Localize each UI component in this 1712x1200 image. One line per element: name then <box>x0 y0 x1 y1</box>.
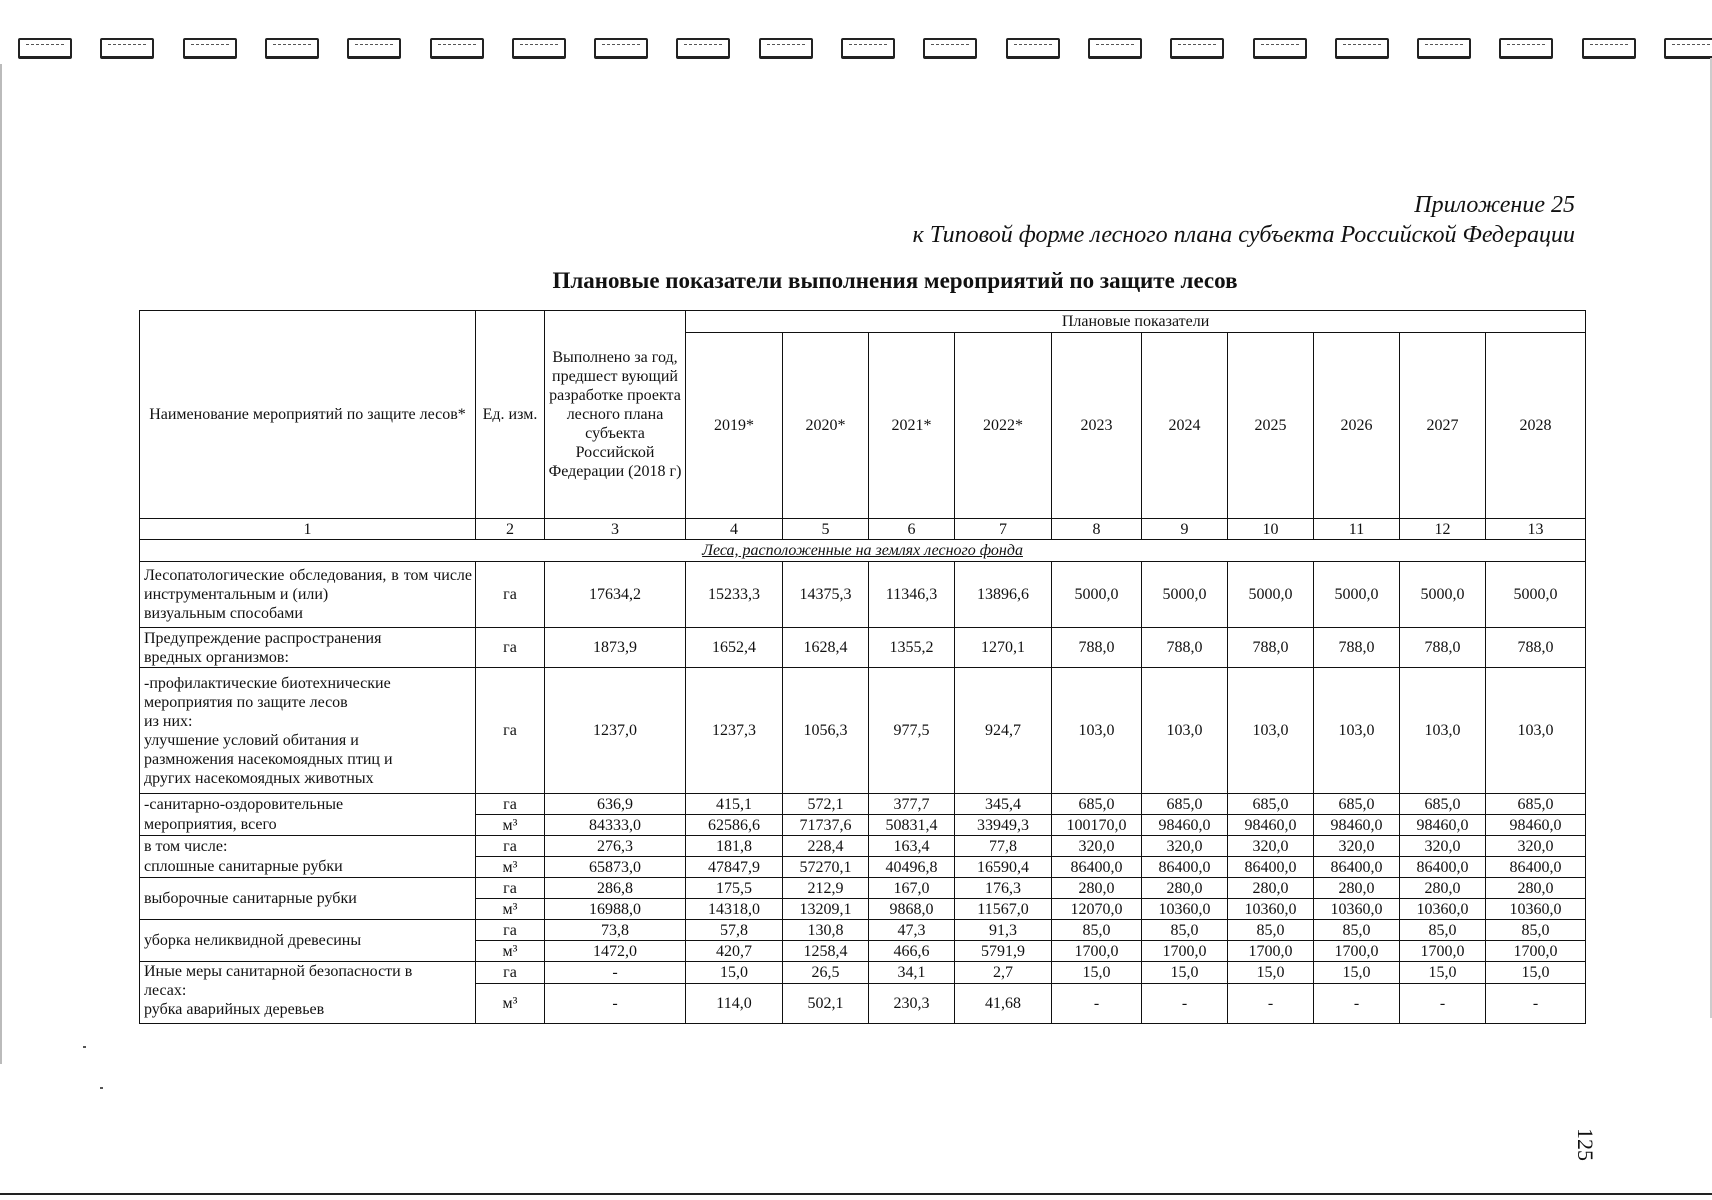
row-value: - <box>1228 984 1314 1024</box>
row-name: -санитарно-оздоровительные <box>140 794 476 815</box>
appendix-reference: к Типовой форме лесного плана субъекта Российской Федерации <box>912 222 1575 248</box>
header-year: 2021* <box>869 333 955 519</box>
binder-punch-mark <box>841 38 895 59</box>
row-value: 33949,3 <box>955 815 1052 836</box>
table-row <box>140 794 1586 815</box>
binder-punch-mark <box>1335 38 1389 59</box>
page-edge-left <box>0 64 2 1064</box>
row-value: 1258,4 <box>783 941 869 962</box>
binder-punch-mark <box>1417 38 1471 59</box>
row-unit: га <box>476 878 545 899</box>
binder-punch-mark <box>100 38 154 59</box>
row-unit: м³ <box>476 941 545 962</box>
table-row <box>140 920 1586 941</box>
row-value: 377,7 <box>869 794 955 815</box>
row-name-line: из них: <box>144 712 193 730</box>
row-value: 16988,0 <box>545 899 686 920</box>
page-number: 125 <box>1573 1128 1598 1161</box>
row-value: 1355,2 <box>869 628 955 668</box>
table-row <box>140 815 1586 836</box>
row-value: 286,8 <box>545 878 686 899</box>
table-row <box>140 836 1586 857</box>
row-value: 5791,9 <box>955 941 1052 962</box>
row-value: 26,5 <box>783 962 869 984</box>
row-value: 15,0 <box>686 962 783 984</box>
row-name-line: визуальным способами <box>144 605 303 622</box>
row-name: в том числе: <box>140 836 476 857</box>
row-value: 5000,0 <box>1400 562 1486 628</box>
row-value: 91,3 <box>955 920 1052 941</box>
row-value: 280,0 <box>1228 878 1314 899</box>
row-value: - <box>1142 984 1228 1024</box>
document-title: Плановые показатели выполнения мероприятий по защите лесов <box>552 268 1238 293</box>
row-value: 15,0 <box>1052 962 1142 984</box>
row-value: 175,5 <box>686 878 783 899</box>
row-value: 788,0 <box>1486 628 1586 668</box>
row-value: 924,7 <box>955 668 1052 794</box>
row-unit: м³ <box>476 899 545 920</box>
row-value: 11567,0 <box>955 899 1052 920</box>
row-unit: га <box>476 962 545 984</box>
column-number: 12 <box>1400 519 1486 540</box>
column-number: 11 <box>1314 519 1400 540</box>
row-value: 41,68 <box>955 984 1052 1024</box>
row-name: сплошные санитарные рубки <box>140 857 476 878</box>
row-value: 1237,3 <box>686 668 783 794</box>
row-unit: га <box>476 628 545 668</box>
row-value: 280,0 <box>1400 878 1486 899</box>
row-value: 98460,0 <box>1142 815 1228 836</box>
row-value: 57,8 <box>686 920 783 941</box>
row-value: 1056,3 <box>783 668 869 794</box>
row-value: 320,0 <box>1228 836 1314 857</box>
row-unit: га <box>476 668 545 794</box>
header-year: 2028 <box>1486 333 1586 519</box>
row-value: - <box>1052 984 1142 1024</box>
row-value: 15,0 <box>1228 962 1314 984</box>
row-value: 13896,6 <box>955 562 1052 628</box>
row-value: 65873,0 <box>545 857 686 878</box>
row-unit: м³ <box>476 984 545 1024</box>
row-value: 788,0 <box>1052 628 1142 668</box>
row-value: 280,0 <box>1314 878 1400 899</box>
row-value: 103,0 <box>1314 668 1400 794</box>
scan-speck <box>83 1046 86 1048</box>
row-name <box>140 628 476 668</box>
binder-punch-mark <box>1088 38 1142 59</box>
table-row <box>140 878 1586 899</box>
row-value: 167,0 <box>869 878 955 899</box>
row-unit: га <box>476 562 545 628</box>
column-number: 8 <box>1052 519 1142 540</box>
row-name-line: мероприятия по защите лесов <box>144 693 348 711</box>
row-value: 1700,0 <box>1052 941 1142 962</box>
row-unit: га <box>476 836 545 857</box>
row-value: 98460,0 <box>1228 815 1314 836</box>
row-value: 98460,0 <box>1486 815 1586 836</box>
column-number: 2 <box>476 519 545 540</box>
row-value: 9868,0 <box>869 899 955 920</box>
row-value: 85,0 <box>1314 920 1400 941</box>
row-value: 84333,0 <box>545 815 686 836</box>
row-value: 130,8 <box>783 920 869 941</box>
row-value: 10360,0 <box>1314 899 1400 920</box>
row-unit: га <box>476 794 545 815</box>
row-value: 320,0 <box>1052 836 1142 857</box>
row-value: 85,0 <box>1228 920 1314 941</box>
row-name-line: -профилактические биотехнические <box>144 674 391 692</box>
row-value: 85,0 <box>1400 920 1486 941</box>
row-value: 50831,4 <box>869 815 955 836</box>
row-value: 10360,0 <box>1228 899 1314 920</box>
column-number: 6 <box>869 519 955 540</box>
row-value: 1472,0 <box>545 941 686 962</box>
row-name <box>140 562 476 628</box>
row-value: 103,0 <box>1142 668 1228 794</box>
row-value: 10360,0 <box>1400 899 1486 920</box>
row-name-line: Иные меры санитарной безопасности в <box>144 963 413 980</box>
row-value: 685,0 <box>1228 794 1314 815</box>
row-name: выборочные санитарные рубки <box>140 878 476 920</box>
binder-punch-mark <box>1664 38 1712 59</box>
row-value: 15233,3 <box>686 562 783 628</box>
row-value: - <box>1486 984 1586 1024</box>
row-value: 5000,0 <box>1486 562 1586 628</box>
row-value: 176,3 <box>955 878 1052 899</box>
row-value: 77,8 <box>955 836 1052 857</box>
row-value: 788,0 <box>1314 628 1400 668</box>
column-number: 7 <box>955 519 1052 540</box>
row-value: 86400,0 <box>1228 857 1314 878</box>
table-row <box>140 628 1586 668</box>
binder-punch-mark <box>1006 38 1060 59</box>
row-unit: га <box>476 920 545 941</box>
row-value: 415,1 <box>686 794 783 815</box>
row-value: 114,0 <box>686 984 783 1024</box>
row-value: 788,0 <box>1142 628 1228 668</box>
column-number: 9 <box>1142 519 1228 540</box>
row-value: 47847,9 <box>686 857 783 878</box>
row-name-line: Предупреждение распространения <box>144 629 382 647</box>
header-year: 2024 <box>1142 333 1228 519</box>
row-value: 1700,0 <box>1314 941 1400 962</box>
row-value: 977,5 <box>869 668 955 794</box>
row-value: 13209,1 <box>783 899 869 920</box>
row-name-line: Лесопатологические обследования, в том числе инструментальным и (или) <box>144 567 472 603</box>
column-number: 1 <box>140 519 476 540</box>
row-value: 11346,3 <box>869 562 955 628</box>
row-value: 228,4 <box>783 836 869 857</box>
row-value: 1873,9 <box>545 628 686 668</box>
table-row <box>140 857 1586 878</box>
header-done-previous-year: Выполнено за год, предшест вующий разработке проекта лесного плана субъекта Российской Федерации (2018 г) <box>545 311 686 519</box>
row-value: 1700,0 <box>1486 941 1586 962</box>
binder-punch-mark <box>1253 38 1307 59</box>
row-value: 16590,4 <box>955 857 1052 878</box>
binder-punch-mark <box>18 38 72 59</box>
row-value: 98460,0 <box>1314 815 1400 836</box>
row-value: 73,8 <box>545 920 686 941</box>
row-value: 86400,0 <box>1400 857 1486 878</box>
row-value: 5000,0 <box>1314 562 1400 628</box>
table-row <box>140 962 1586 984</box>
row-name-line: размножения насекомоядных птиц и <box>144 750 393 768</box>
row-value: 320,0 <box>1400 836 1486 857</box>
header-year: 2026 <box>1314 333 1400 519</box>
row-value: - <box>545 962 686 984</box>
row-value: 212,9 <box>783 878 869 899</box>
row-unit: м³ <box>476 857 545 878</box>
header-year: 2025 <box>1228 333 1314 519</box>
binder-punch-mark <box>1170 38 1224 59</box>
binder-punch-mark <box>1582 38 1636 59</box>
row-value: - <box>1314 984 1400 1024</box>
row-name-line: рубка аварийных деревьев <box>144 1001 325 1018</box>
column-number: 5 <box>783 519 869 540</box>
column-number: 4 <box>686 519 783 540</box>
binder-punch-mark <box>347 38 401 59</box>
row-value: - <box>545 984 686 1024</box>
row-value: 1237,0 <box>545 668 686 794</box>
row-value: 685,0 <box>1400 794 1486 815</box>
row-value: 86400,0 <box>1052 857 1142 878</box>
row-value: 86400,0 <box>1142 857 1228 878</box>
row-value: 230,3 <box>869 984 955 1024</box>
row-value: 685,0 <box>1052 794 1142 815</box>
row-value: 466,6 <box>869 941 955 962</box>
row-value: 10360,0 <box>1142 899 1228 920</box>
row-value: 5000,0 <box>1052 562 1142 628</box>
row-value: 98460,0 <box>1400 815 1486 836</box>
row-name <box>140 668 476 794</box>
row-value: 1700,0 <box>1400 941 1486 962</box>
binder-punch-mark <box>512 38 566 59</box>
row-value: 15,0 <box>1400 962 1486 984</box>
row-value: 320,0 <box>1314 836 1400 857</box>
page-bottom-line <box>0 1193 1712 1195</box>
row-value: 15,0 <box>1314 962 1400 984</box>
appendix-caption <box>913 190 1575 250</box>
row-value: 17634,2 <box>545 562 686 628</box>
row-value: 103,0 <box>1486 668 1586 794</box>
row-value: 5000,0 <box>1142 562 1228 628</box>
row-value: 280,0 <box>1142 878 1228 899</box>
row-value: 71737,6 <box>783 815 869 836</box>
row-value: 1270,1 <box>955 628 1052 668</box>
row-value: 15,0 <box>1486 962 1586 984</box>
header-year: 2022* <box>955 333 1052 519</box>
row-value: 280,0 <box>1486 878 1586 899</box>
section-title: Леса, расположенные на землях лесного фонда <box>140 540 1586 562</box>
header-plan: Плановые показатели <box>686 311 1586 333</box>
row-name-line: других насекомоядных животных <box>144 769 374 787</box>
binder-punch-mark <box>1499 38 1553 59</box>
row-value: 1652,4 <box>686 628 783 668</box>
column-number: 10 <box>1228 519 1314 540</box>
binder-punch-mark <box>594 38 648 59</box>
row-value: 15,0 <box>1142 962 1228 984</box>
row-value: 47,3 <box>869 920 955 941</box>
row-value: 2,7 <box>955 962 1052 984</box>
header-year: 2023 <box>1052 333 1142 519</box>
row-value: 788,0 <box>1400 628 1486 668</box>
binder-punch-mark <box>759 38 813 59</box>
row-value: 85,0 <box>1052 920 1142 941</box>
row-value: 86400,0 <box>1486 857 1586 878</box>
row-value: 40496,8 <box>869 857 955 878</box>
row-value: 10360,0 <box>1486 899 1586 920</box>
row-value: 685,0 <box>1486 794 1586 815</box>
row-value: 163,4 <box>869 836 955 857</box>
row-value: 685,0 <box>1314 794 1400 815</box>
binder-punch-mark <box>923 38 977 59</box>
row-value: 62586,6 <box>686 815 783 836</box>
row-value: 1700,0 <box>1228 941 1314 962</box>
binder-punch-mark <box>183 38 237 59</box>
row-name-line: улучшение условий обитания и <box>144 731 359 749</box>
row-value: 103,0 <box>1400 668 1486 794</box>
row-value: 86400,0 <box>1314 857 1400 878</box>
binder-punch-mark <box>676 38 730 59</box>
scan-speck <box>100 1087 103 1089</box>
row-value: 420,7 <box>686 941 783 962</box>
binder-punch-mark <box>430 38 484 59</box>
row-value: 320,0 <box>1142 836 1228 857</box>
row-value: 103,0 <box>1228 668 1314 794</box>
row-value: 14318,0 <box>686 899 783 920</box>
row-value: 276,3 <box>545 836 686 857</box>
row-value: 636,9 <box>545 794 686 815</box>
table-row <box>140 668 1586 794</box>
row-value: 103,0 <box>1052 668 1142 794</box>
column-number: 13 <box>1486 519 1586 540</box>
row-value: 320,0 <box>1486 836 1586 857</box>
row-name: уборка неликвидной древесины <box>140 920 476 962</box>
header-year: 2019* <box>686 333 783 519</box>
table-row <box>140 562 1586 628</box>
row-value: 572,1 <box>783 794 869 815</box>
row-name-line: вредных организмов: <box>144 648 289 666</box>
appendix-number: Приложение 25 <box>1414 192 1575 218</box>
column-number: 3 <box>545 519 686 540</box>
row-value: 85,0 <box>1142 920 1228 941</box>
header-unit: Ед. изм. <box>476 311 545 519</box>
row-value: 12070,0 <box>1052 899 1142 920</box>
row-value: 1700,0 <box>1142 941 1228 962</box>
row-value: 34,1 <box>869 962 955 984</box>
header-year: 2027 <box>1400 333 1486 519</box>
row-value: 85,0 <box>1486 920 1586 941</box>
plan-indicators-table <box>139 310 1586 1024</box>
binder-punch-strip <box>0 38 1712 64</box>
row-value: - <box>1400 984 1486 1024</box>
header-year: 2020* <box>783 333 869 519</box>
row-value: 345,4 <box>955 794 1052 815</box>
row-value: 280,0 <box>1052 878 1142 899</box>
binder-punch-mark <box>265 38 319 59</box>
row-name: мероприятия, всего <box>140 815 476 836</box>
row-value: 100170,0 <box>1052 815 1142 836</box>
row-value: 57270,1 <box>783 857 869 878</box>
row-value: 1628,4 <box>783 628 869 668</box>
row-value: 14375,3 <box>783 562 869 628</box>
row-name <box>140 962 476 1024</box>
row-value: 181,8 <box>686 836 783 857</box>
row-value: 5000,0 <box>1228 562 1314 628</box>
header-name: Наименование мероприятий по защите лесов* <box>140 311 476 519</box>
row-unit: м³ <box>476 815 545 836</box>
row-value: 685,0 <box>1142 794 1228 815</box>
row-value: 788,0 <box>1228 628 1314 668</box>
row-name-line: лесах: <box>144 982 187 999</box>
row-value: 502,1 <box>783 984 869 1024</box>
